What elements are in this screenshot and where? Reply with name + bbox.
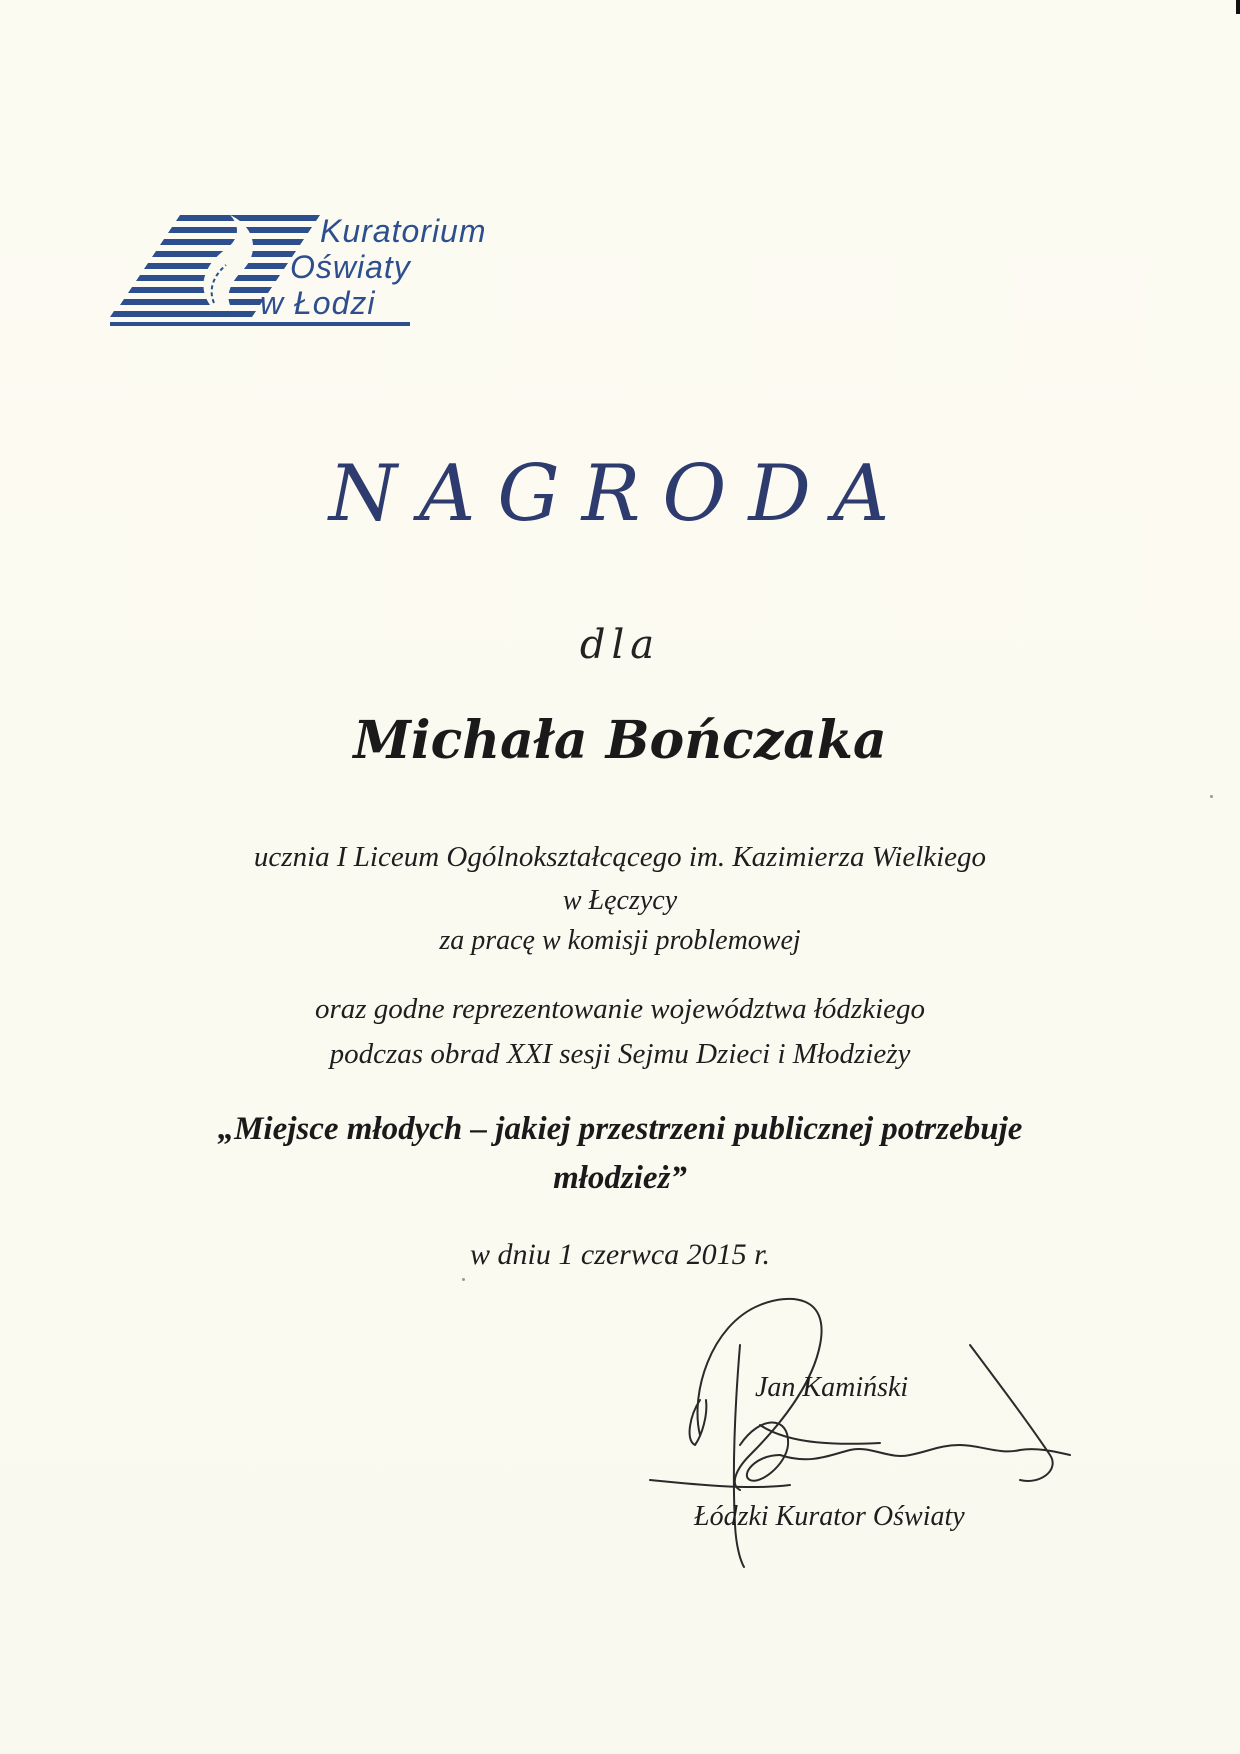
motto-line-1: „Miejsce młodych – jakiej przestrzeni publicznej potrzebuje: [217, 1111, 1023, 1147]
kuratorium-logo: [110, 205, 510, 335]
body-line-representation: oraz godne reprezentowanie województwa łódzkiego: [314, 993, 926, 1025]
signatory-title: Łódzki Kurator Oświaty: [694, 1501, 965, 1532]
body-line-city: w Łęczycy: [562, 885, 678, 916]
for-label: dla: [579, 622, 661, 668]
scan-corner-mark: [1236, 0, 1240, 14]
body-line-school: ucznia I Liceum Ogólnokształcącego im. Kazimierza Wielkiego: [253, 841, 987, 873]
recipient-name: Michała Bończaka: [353, 710, 887, 771]
body-line-commission: za pracę w komisji problemowej: [439, 925, 801, 956]
paper-speck: [1210, 795, 1213, 798]
paper-speck: [462, 1278, 465, 1281]
logo-text-kuratorium: Kuratorium: [320, 213, 487, 249]
body-line-session: podczas obrad XXI sesji Sejmu Dzieci i Młodzieży: [329, 1038, 911, 1070]
award-date: w dniu 1 czerwca 2015 r.: [470, 1238, 770, 1271]
certificate-title: NAGRODA: [328, 449, 912, 539]
logo-text-w-lodzi: w Łodzi: [260, 285, 376, 321]
motto-line-2: młodzież”: [553, 1160, 687, 1196]
logo-text-oswiaty: Oświaty: [290, 249, 411, 285]
signatory-name: Jan Kamiński: [755, 1372, 909, 1403]
